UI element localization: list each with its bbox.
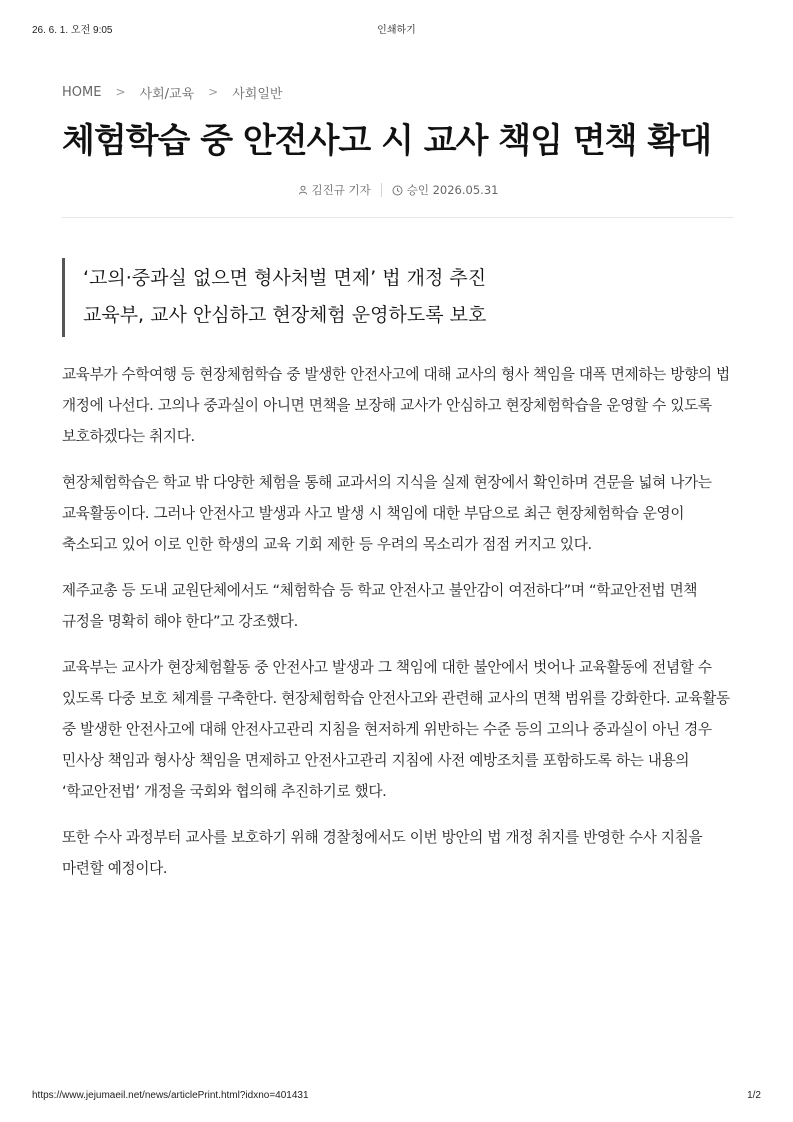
approval-date-text: 승인 2026.05.31 <box>406 183 499 197</box>
subtitle-line: 교육부, 교사 안심하고 현장체험 운영하도록 보호 <box>83 304 487 326</box>
author-name: 김진규 기자 <box>311 183 371 197</box>
header-divider <box>62 217 734 218</box>
body-paragraph: 또한 수사 과정부터 교사를 보호하기 위해 경찰청에서도 이번 방안의 법 개정 취지를 반영한 수사 지침을 마련할 예정이다. <box>62 829 703 877</box>
article <box>62 80 734 899</box>
article-headline: 체험학습 중 안전사고 시 교사 책임 면책 확대 <box>62 121 712 161</box>
person-icon <box>298 185 308 195</box>
breadcrumb-section[interactable]: 사회/교육 <box>139 86 195 102</box>
chevron-right-icon: > <box>115 85 126 99</box>
page-url: https://www.jejumaeil.net/news/articlePrint.html?idxno=401431 <box>32 1090 309 1101</box>
approval-date <box>392 182 499 198</box>
page-number: 1/2 <box>747 1090 761 1101</box>
chevron-right-icon: > <box>208 85 219 99</box>
byline <box>298 182 371 198</box>
print-datetime: 26. 6. 1. 오전 9:05 <box>32 25 113 36</box>
article-subtitle <box>62 258 734 337</box>
clock-icon <box>392 185 403 196</box>
breadcrumb-home[interactable]: HOME <box>62 84 102 100</box>
body-paragraph: 현장체험학습은 학교 밖 다양한 체험을 통해 교과서의 지식을 실제 현장에서 확인하며 견문을 넓혀 나가는 교육활동이다. 그러나 안전사고 발생과 사고 발생 시 책임에 대한 부담으로 최근 현장체험학습 운영이 축소되고 있어 이로 인한 학생의 교육 기회 제한 등 우려의 목소리가 점점 커지고 있다. <box>62 474 712 553</box>
meta-divider <box>381 183 382 197</box>
body-paragraph: 교육부는 교사가 현장체험활동 중 안전사고 발생과 그 책임에 대한 불안에서 벗어나 교육활동에 전념할 수 있도록 다중 보호 체계를 구축한다. 현장체험학습 안전사고와 관련해 교사의 면책 범위를 강화한다. 교육활동 중 발생한 안전사고에 대해 안전사고관리 지침을 현저하게 위반하는 수준 등의 고의나 중과실이 아닌 경우 민사상 책임과 형사상 책임을 면제하고 안전사고관리 지침에 사전 예방조치를 포함하도록 하는 내용의 ‘학교안전법’ 개정을 국회와 협의해 추진하기로 했다. <box>62 659 730 800</box>
body-paragraph: 제주교총 등 도내 교원단체에서도 “체험학습 등 학교 안전사고 불안감이 여전하다”며 “학교안전법 면책 규정을 명확히 해야 한다”고 강조했다. <box>62 582 698 630</box>
article-meta <box>62 181 734 199</box>
article-body <box>62 359 734 884</box>
print-header <box>32 21 761 35</box>
breadcrumb <box>62 80 734 104</box>
print-title: 인쇄하기 <box>377 25 416 36</box>
breadcrumb-subsection[interactable]: 사회일반 <box>232 86 283 102</box>
subtitle-line: ‘고의·중과실 없으면 형사처벌 면제’ 법 개정 추진 <box>83 267 487 289</box>
body-paragraph: 교육부가 수학여행 등 현장체험학습 중 발생한 안전사고에 대해 교사의 형사 책임을 대폭 면제하는 방향의 법 개정에 나선다. 고의나 중과실이 아니면 면책을 보장해 교사가 안심하고 현장체험학습을 운영할 수 있도록 보호하겠다는 취지다. <box>62 366 730 445</box>
